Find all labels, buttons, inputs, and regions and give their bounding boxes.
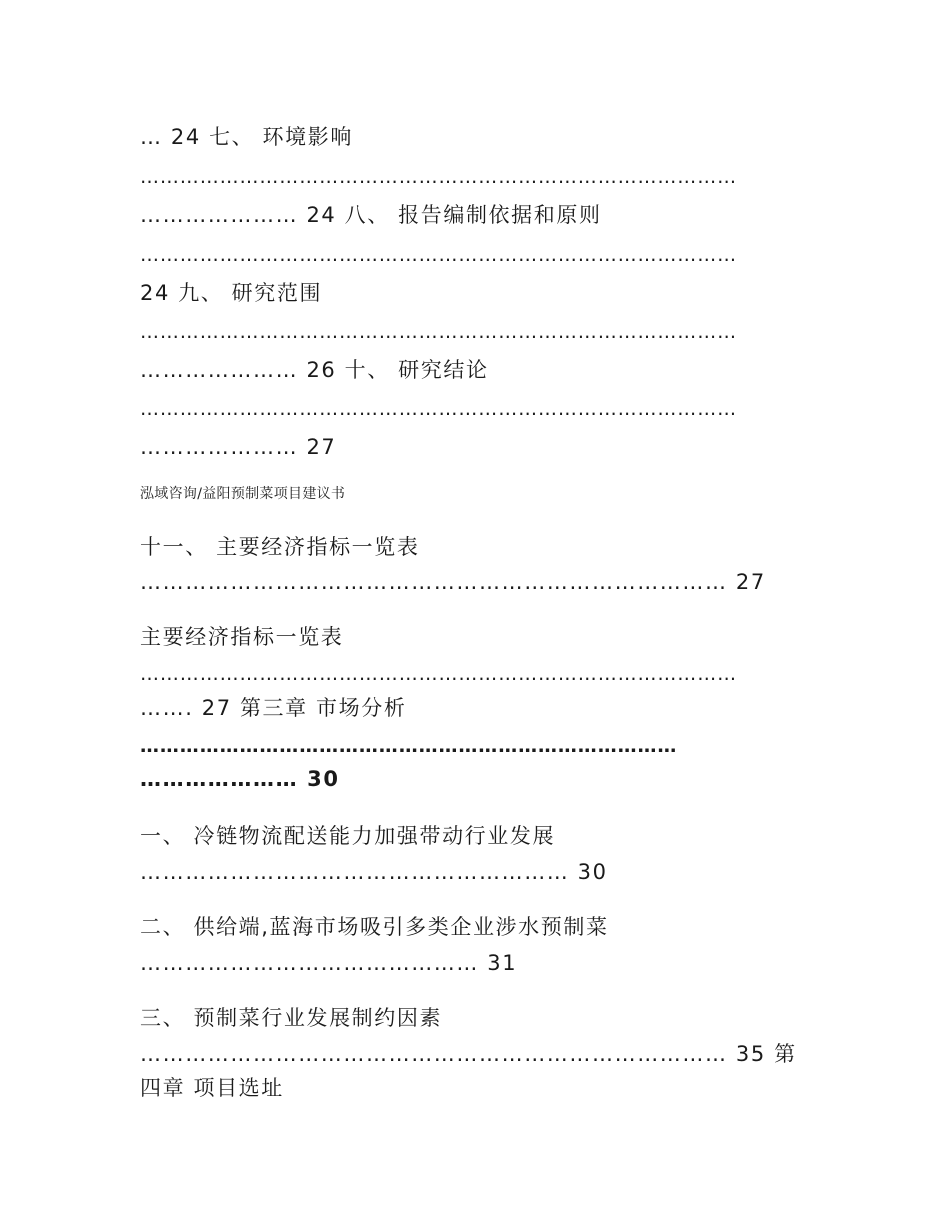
toc-chapter-line: ……. 27 第三章 市场分析 xyxy=(140,696,407,720)
toc-chapter-line: 四章 项目选址 xyxy=(140,1076,284,1100)
toc-line: 一、 冷链物流配送能力加强带动行业发展 xyxy=(140,824,556,848)
toc-line: 二、 供给端,蓝海市场吸引多类企业涉水预制菜 xyxy=(140,915,609,939)
toc-line: 主要经济指标一览表 xyxy=(140,625,344,649)
toc-line: 24 九、 研究范围 xyxy=(140,281,323,305)
toc-line-bold: ………………… 30 xyxy=(140,767,340,791)
toc-dot-leader: ……………………………………………………………………………… xyxy=(140,321,737,343)
toc-line: ………………… 26 十、 研究结论 xyxy=(140,358,489,382)
running-header: 泓域咨询/益阳预制菜项目建议书 xyxy=(140,486,346,502)
toc-dot-leader: ……………………………………………………………………………… xyxy=(140,663,737,685)
toc-line: …………………………………………………………………… 35 第 xyxy=(140,1042,797,1066)
toc-line: …………………………………………………………………… 27 xyxy=(140,570,766,594)
toc-line: … 24 七、 环境影响 xyxy=(140,125,353,149)
toc-line: ………………… 27 xyxy=(140,435,337,459)
toc-dot-leader: ……………………………………………………………………………… xyxy=(140,244,737,266)
toc-line: ………………… 24 八、 报告编制依据和原则 xyxy=(140,203,602,227)
toc-line: ……………………………………… 31 xyxy=(140,951,518,975)
toc-line: 十一、 主要经济指标一览表 xyxy=(140,535,420,559)
toc-line: ………………………………………………… 30 xyxy=(140,860,608,884)
toc-dot-leader-bold: ……………………………………………………………………… xyxy=(140,735,678,757)
toc-line: 三、 预制菜行业发展制约因素 xyxy=(140,1006,443,1030)
toc-dot-leader: ……………………………………………………………………………… xyxy=(140,166,737,188)
toc-dot-leader: ……………………………………………………………………………… xyxy=(140,398,737,420)
